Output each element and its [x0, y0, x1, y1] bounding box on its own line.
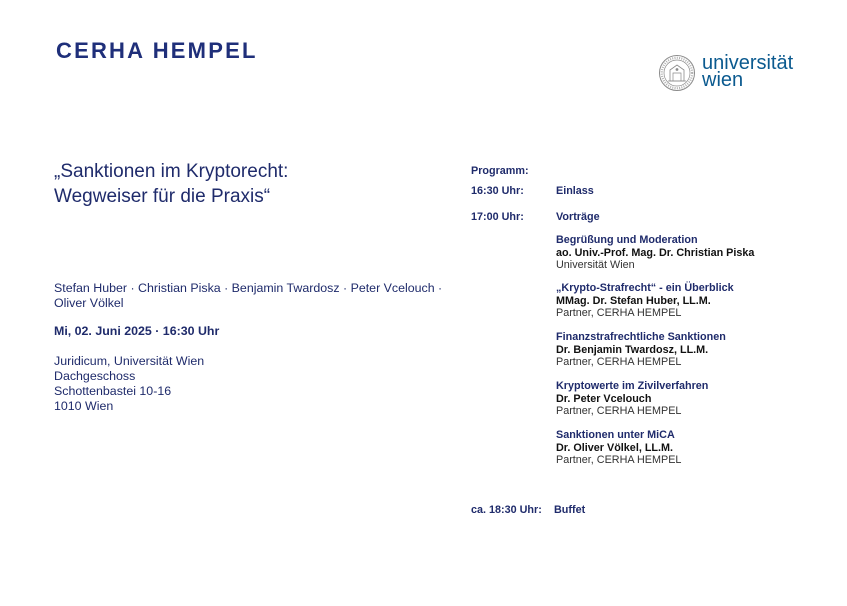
cerha-hempel-logo: CERHA HEMPEL — [56, 38, 258, 63]
talk-block — [556, 331, 726, 369]
event-title-line2: Wegweiser für die Praxis“ — [54, 186, 271, 207]
talk-affiliation: Partner, CERHA HEMPEL — [556, 307, 682, 319]
venue-line: 1010 Wien — [54, 399, 114, 413]
programme-label: Einlass — [556, 185, 594, 197]
venue-line: Schottenbastei 10-16 — [54, 384, 172, 398]
talk-title: Begrüßung und Moderation — [556, 234, 698, 246]
programme-time: 16:30 Uhr: — [471, 185, 524, 197]
programme-heading: Programm: — [471, 165, 529, 177]
venue-line: Dachgeschoss — [54, 369, 136, 383]
talk-title: Kryptowerte im Zivilverfahren — [556, 380, 709, 392]
programme-time: 17:00 Uhr: — [471, 211, 524, 223]
event-title — [54, 159, 288, 209]
talk-speaker: ao. Univ.-Prof. Mag. Dr. Christian Piska — [556, 246, 755, 259]
talk-block — [556, 429, 681, 467]
speaker-list: Stefan Huber · Christian Piska · Benjamin Twardosz · Peter Vcelouch · Oliver Völkel — [54, 281, 443, 310]
programme-label: Buffet — [554, 504, 586, 516]
event-date: Mi, 02. Juni 2025 · 16:30 Uhr — [54, 324, 220, 338]
event-title-line1: „Sanktionen im Kryptorecht: — [54, 161, 289, 182]
talk-title: „Krypto-Strafrecht“ - ein Überblick — [556, 282, 734, 294]
talk-affiliation: Partner, CERHA HEMPEL — [556, 454, 682, 466]
event-venue — [54, 354, 204, 414]
programme-label: Vorträge — [556, 211, 600, 223]
university-seal-icon — [658, 54, 696, 92]
programme-time: ca. 18:30 Uhr: — [471, 504, 542, 516]
talk-block — [556, 380, 708, 418]
talk-block — [556, 234, 754, 272]
university-name-line1: universität — [702, 52, 794, 74]
talk-affiliation: Universität Wien — [556, 259, 635, 271]
talk-affiliation: Partner, CERHA HEMPEL — [556, 405, 682, 417]
universitaet-wien-logo — [658, 54, 808, 94]
talk-title: Sanktionen unter MiCA — [556, 429, 675, 441]
talk-affiliation: Partner, CERHA HEMPEL — [556, 356, 682, 368]
university-name-line2: wien — [702, 69, 744, 91]
venue-line: Juridicum, Universität Wien — [54, 354, 205, 368]
talk-speaker: Dr. Oliver Völkel, LL.M. — [556, 441, 673, 454]
talk-speaker: Dr. Benjamin Twardosz, LL.M. — [556, 343, 709, 356]
talk-title: Finanzstrafrechtliche Sanktionen — [556, 331, 726, 343]
talk-block — [556, 282, 734, 320]
talk-speaker: Dr. Peter Vcelouch — [556, 392, 652, 405]
talk-speaker: MMag. Dr. Stefan Huber, LL.M. — [556, 294, 711, 307]
